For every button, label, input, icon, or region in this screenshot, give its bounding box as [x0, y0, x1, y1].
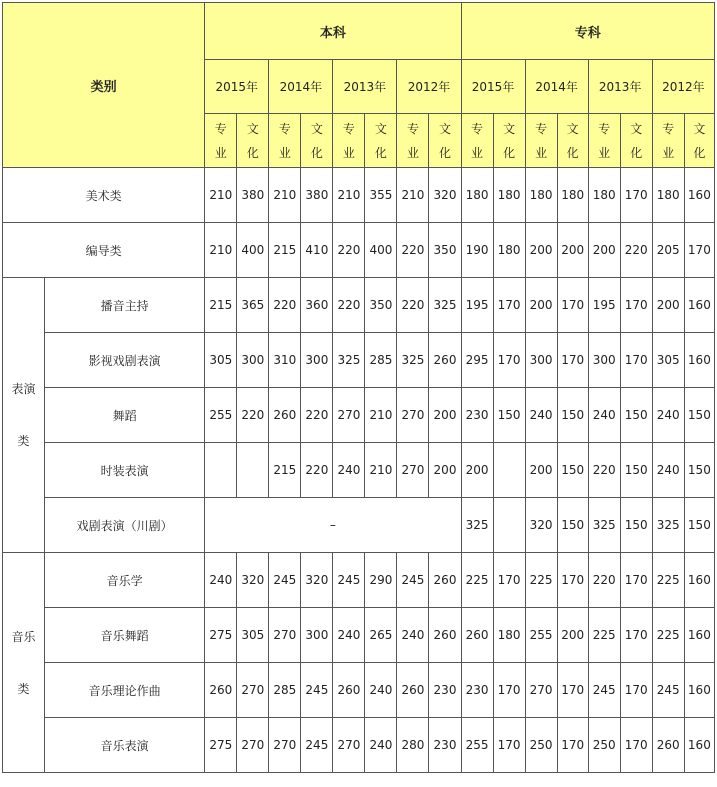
score-cell: 220	[301, 388, 333, 443]
score-cell: 220	[588, 443, 620, 498]
score-cell: 380	[237, 168, 269, 223]
subheader-professional: 专 业	[205, 114, 237, 168]
score-cell: 300	[301, 333, 333, 388]
score-cell	[493, 443, 525, 498]
score-cell: 245	[333, 553, 365, 608]
score-cell: 210	[397, 168, 429, 223]
table-row	[3, 333, 715, 388]
score-cell: 350	[365, 278, 397, 333]
score-cell: 160	[684, 333, 714, 388]
score-cell: 215	[269, 223, 301, 278]
table-row	[3, 443, 715, 498]
table-row	[3, 608, 715, 663]
score-cell: 210	[269, 168, 301, 223]
score-cell: 400	[237, 223, 269, 278]
score-cell: 245	[588, 663, 620, 718]
score-cell: 170	[557, 553, 588, 608]
score-cell: 150	[684, 388, 714, 443]
score-cell: 225	[652, 608, 684, 663]
score-cell: 190	[461, 223, 493, 278]
score-cell: 200	[525, 443, 557, 498]
score-cell: 255	[461, 718, 493, 773]
score-cell: 270	[333, 388, 365, 443]
score-cell: 240	[333, 443, 365, 498]
category-name: 时装表演	[45, 443, 205, 498]
category-name: 编导类	[3, 223, 205, 278]
score-cell: 170	[493, 553, 525, 608]
score-cell: 310	[269, 333, 301, 388]
score-cell: 170	[620, 663, 652, 718]
score-cell: 150	[684, 498, 714, 553]
table-row	[3, 718, 715, 773]
score-cell: 200	[652, 278, 684, 333]
table-row	[3, 553, 715, 608]
score-cell: 150	[684, 443, 714, 498]
score-cell: 225	[461, 553, 493, 608]
score-cell: 225	[525, 553, 557, 608]
score-cell: 245	[397, 553, 429, 608]
score-cell: 195	[461, 278, 493, 333]
score-cell: 170	[493, 278, 525, 333]
category-name: 影视戏剧表演	[45, 333, 205, 388]
score-cell: 290	[365, 553, 397, 608]
score-cell: 220	[269, 278, 301, 333]
score-cell: 270	[237, 718, 269, 773]
score-cell: 245	[269, 553, 301, 608]
score-cell: 220	[397, 278, 429, 333]
subheader-professional: 专 业	[333, 114, 365, 168]
subheader-culture: 文 化	[301, 114, 333, 168]
score-cell: 255	[525, 608, 557, 663]
category-name: 音乐理论作曲	[45, 663, 205, 718]
year-header: 2015年	[461, 60, 525, 114]
score-cell: 325	[461, 498, 493, 553]
table-row	[3, 278, 715, 333]
score-cell: 220	[333, 223, 365, 278]
score-cell	[237, 443, 269, 498]
score-cell: 295	[461, 333, 493, 388]
table-row	[3, 223, 715, 278]
score-cell: 300	[237, 333, 269, 388]
score-cell: 170	[493, 333, 525, 388]
score-cell: 280	[397, 718, 429, 773]
score-cell: 270	[525, 663, 557, 718]
score-cell: 170	[620, 278, 652, 333]
score-cell: 240	[365, 663, 397, 718]
subheader-professional: 专 业	[525, 114, 557, 168]
score-cell: 365	[237, 278, 269, 333]
score-cell: 170	[620, 718, 652, 773]
category-name: 音乐舞蹈	[45, 608, 205, 663]
score-cell: 305	[205, 333, 237, 388]
score-cell: 160	[684, 553, 714, 608]
score-cell: 305	[652, 333, 684, 388]
subheader-professional: 专 业	[652, 114, 684, 168]
score-cell: 160	[684, 168, 714, 223]
score-cell: 245	[301, 663, 333, 718]
score-cell: 300	[301, 608, 333, 663]
score-cell: 300	[588, 333, 620, 388]
score-cell: 200	[429, 443, 461, 498]
score-cell: 170	[557, 718, 588, 773]
score-cell: 220	[397, 223, 429, 278]
score-cell: 270	[333, 718, 365, 773]
score-cell: 170	[557, 333, 588, 388]
score-cell: 360	[301, 278, 333, 333]
score-cell: 150	[557, 498, 588, 553]
table-row	[3, 663, 715, 718]
score-cell: 200	[557, 223, 588, 278]
subheader-professional: 专 业	[269, 114, 301, 168]
score-cell: 220	[301, 443, 333, 498]
score-cell: 255	[205, 388, 237, 443]
year-header: 2012年	[397, 60, 461, 114]
score-cell: 260	[333, 663, 365, 718]
score-cell: 170	[557, 278, 588, 333]
score-cell: 325	[429, 278, 461, 333]
score-cell: 270	[237, 663, 269, 718]
score-cell: 260	[461, 608, 493, 663]
score-cell: 230	[429, 663, 461, 718]
category-name: 美术类	[3, 168, 205, 223]
score-cell: 225	[652, 553, 684, 608]
subheader-culture: 文 化	[557, 114, 588, 168]
score-cell: 270	[269, 608, 301, 663]
score-cell: 180	[461, 168, 493, 223]
score-cell: 260	[397, 663, 429, 718]
score-cell: 240	[652, 443, 684, 498]
score-cell: 220	[237, 388, 269, 443]
subheader-professional: 专 业	[588, 114, 620, 168]
score-cell: 150	[557, 388, 588, 443]
score-cell: 200	[588, 223, 620, 278]
score-cell	[493, 498, 525, 553]
score-cell: 220	[333, 278, 365, 333]
score-cell: 180	[493, 608, 525, 663]
score-cell: 325	[588, 498, 620, 553]
score-cell: 160	[684, 718, 714, 773]
score-cell: 260	[205, 663, 237, 718]
category-name: 舞蹈	[45, 388, 205, 443]
score-cell: 160	[684, 663, 714, 718]
score-cell: 180	[588, 168, 620, 223]
score-cell: 150	[620, 498, 652, 553]
year-header: 2012年	[652, 60, 714, 114]
score-cell: 150	[493, 388, 525, 443]
score-cell: 320	[525, 498, 557, 553]
score-cell: 265	[365, 608, 397, 663]
score-cell: 350	[429, 223, 461, 278]
not-applicable-cell: –	[205, 498, 461, 553]
score-cell: 320	[301, 553, 333, 608]
year-header: 2014年	[525, 60, 588, 114]
admission-score-table	[2, 2, 715, 773]
score-cell: 195	[588, 278, 620, 333]
subheader-culture: 文 化	[237, 114, 269, 168]
score-cell: 170	[620, 333, 652, 388]
subheader-culture: 文 化	[493, 114, 525, 168]
score-cell: 200	[557, 608, 588, 663]
score-cell: 270	[397, 388, 429, 443]
score-cell: 160	[684, 278, 714, 333]
score-cell: 240	[397, 608, 429, 663]
score-cell: 320	[429, 168, 461, 223]
score-cell: 180	[493, 168, 525, 223]
score-cell: 225	[588, 608, 620, 663]
score-cell: 210	[205, 223, 237, 278]
score-cell: 150	[620, 443, 652, 498]
score-cell: 180	[652, 168, 684, 223]
year-header: 2013年	[588, 60, 652, 114]
score-cell: 170	[620, 553, 652, 608]
score-cell: 200	[461, 443, 493, 498]
score-cell: 170	[620, 168, 652, 223]
score-cell: 240	[365, 718, 397, 773]
category-name: 戏剧表演（川剧）	[45, 498, 205, 553]
score-cell: 355	[365, 168, 397, 223]
score-cell: 260	[269, 388, 301, 443]
score-cell: 210	[365, 443, 397, 498]
category-group: 音乐 类	[3, 553, 45, 773]
score-cell: 325	[333, 333, 365, 388]
score-cell: 270	[269, 718, 301, 773]
score-cell: 180	[493, 223, 525, 278]
score-cell: 150	[557, 443, 588, 498]
score-cell: 170	[684, 223, 714, 278]
score-cell: 275	[205, 718, 237, 773]
group-header-zhuanke: 专科	[461, 3, 714, 60]
score-cell: 200	[525, 278, 557, 333]
score-cell: 215	[205, 278, 237, 333]
score-cell: 160	[684, 608, 714, 663]
score-cell: 305	[237, 608, 269, 663]
score-cell	[205, 443, 237, 498]
score-cell: 245	[301, 718, 333, 773]
score-cell: 230	[461, 388, 493, 443]
score-cell: 170	[493, 663, 525, 718]
score-cell: 200	[429, 388, 461, 443]
subheader-professional: 专 业	[461, 114, 493, 168]
score-cell: 170	[557, 663, 588, 718]
score-cell: 220	[620, 223, 652, 278]
table-row	[3, 498, 715, 553]
score-cell: 250	[588, 718, 620, 773]
score-cell: 320	[237, 553, 269, 608]
category-group: 表演 类	[3, 278, 45, 553]
score-cell: 270	[397, 443, 429, 498]
score-cell: 180	[525, 168, 557, 223]
score-cell: 245	[652, 663, 684, 718]
group-header-benke: 本科	[205, 3, 461, 60]
score-cell: 260	[429, 333, 461, 388]
score-cell: 325	[397, 333, 429, 388]
score-cell: 260	[429, 553, 461, 608]
score-cell: 240	[652, 388, 684, 443]
score-cell: 400	[365, 223, 397, 278]
score-cell: 240	[333, 608, 365, 663]
year-header: 2014年	[269, 60, 333, 114]
score-cell: 380	[301, 168, 333, 223]
table-row	[3, 168, 715, 223]
subheader-culture: 文 化	[620, 114, 652, 168]
score-cell: 210	[333, 168, 365, 223]
score-cell: 170	[620, 608, 652, 663]
score-cell: 300	[525, 333, 557, 388]
category-name: 播音主持	[45, 278, 205, 333]
score-cell: 210	[205, 168, 237, 223]
table-row	[3, 388, 715, 443]
score-cell: 170	[493, 718, 525, 773]
score-cell: 260	[652, 718, 684, 773]
score-cell: 200	[525, 223, 557, 278]
score-cell: 325	[652, 498, 684, 553]
category-name: 音乐表演	[45, 718, 205, 773]
score-cell: 205	[652, 223, 684, 278]
score-cell: 410	[301, 223, 333, 278]
score-cell: 220	[588, 553, 620, 608]
subheader-professional: 专 业	[397, 114, 429, 168]
score-cell: 260	[429, 608, 461, 663]
score-cell: 275	[205, 608, 237, 663]
score-cell: 180	[557, 168, 588, 223]
score-cell: 230	[429, 718, 461, 773]
score-cell: 240	[525, 388, 557, 443]
score-cell: 215	[269, 443, 301, 498]
score-cell: 285	[269, 663, 301, 718]
subheader-culture: 文 化	[365, 114, 397, 168]
score-cell: 210	[365, 388, 397, 443]
score-cell: 150	[620, 388, 652, 443]
category-header: 类别	[3, 3, 205, 168]
year-header: 2015年	[205, 60, 269, 114]
category-name: 音乐学	[45, 553, 205, 608]
subheader-culture: 文 化	[684, 114, 714, 168]
score-cell: 240	[205, 553, 237, 608]
score-cell: 285	[365, 333, 397, 388]
score-cell: 240	[588, 388, 620, 443]
subheader-culture: 文 化	[429, 114, 461, 168]
score-cell: 230	[461, 663, 493, 718]
score-cell: 250	[525, 718, 557, 773]
year-header: 2013年	[333, 60, 397, 114]
